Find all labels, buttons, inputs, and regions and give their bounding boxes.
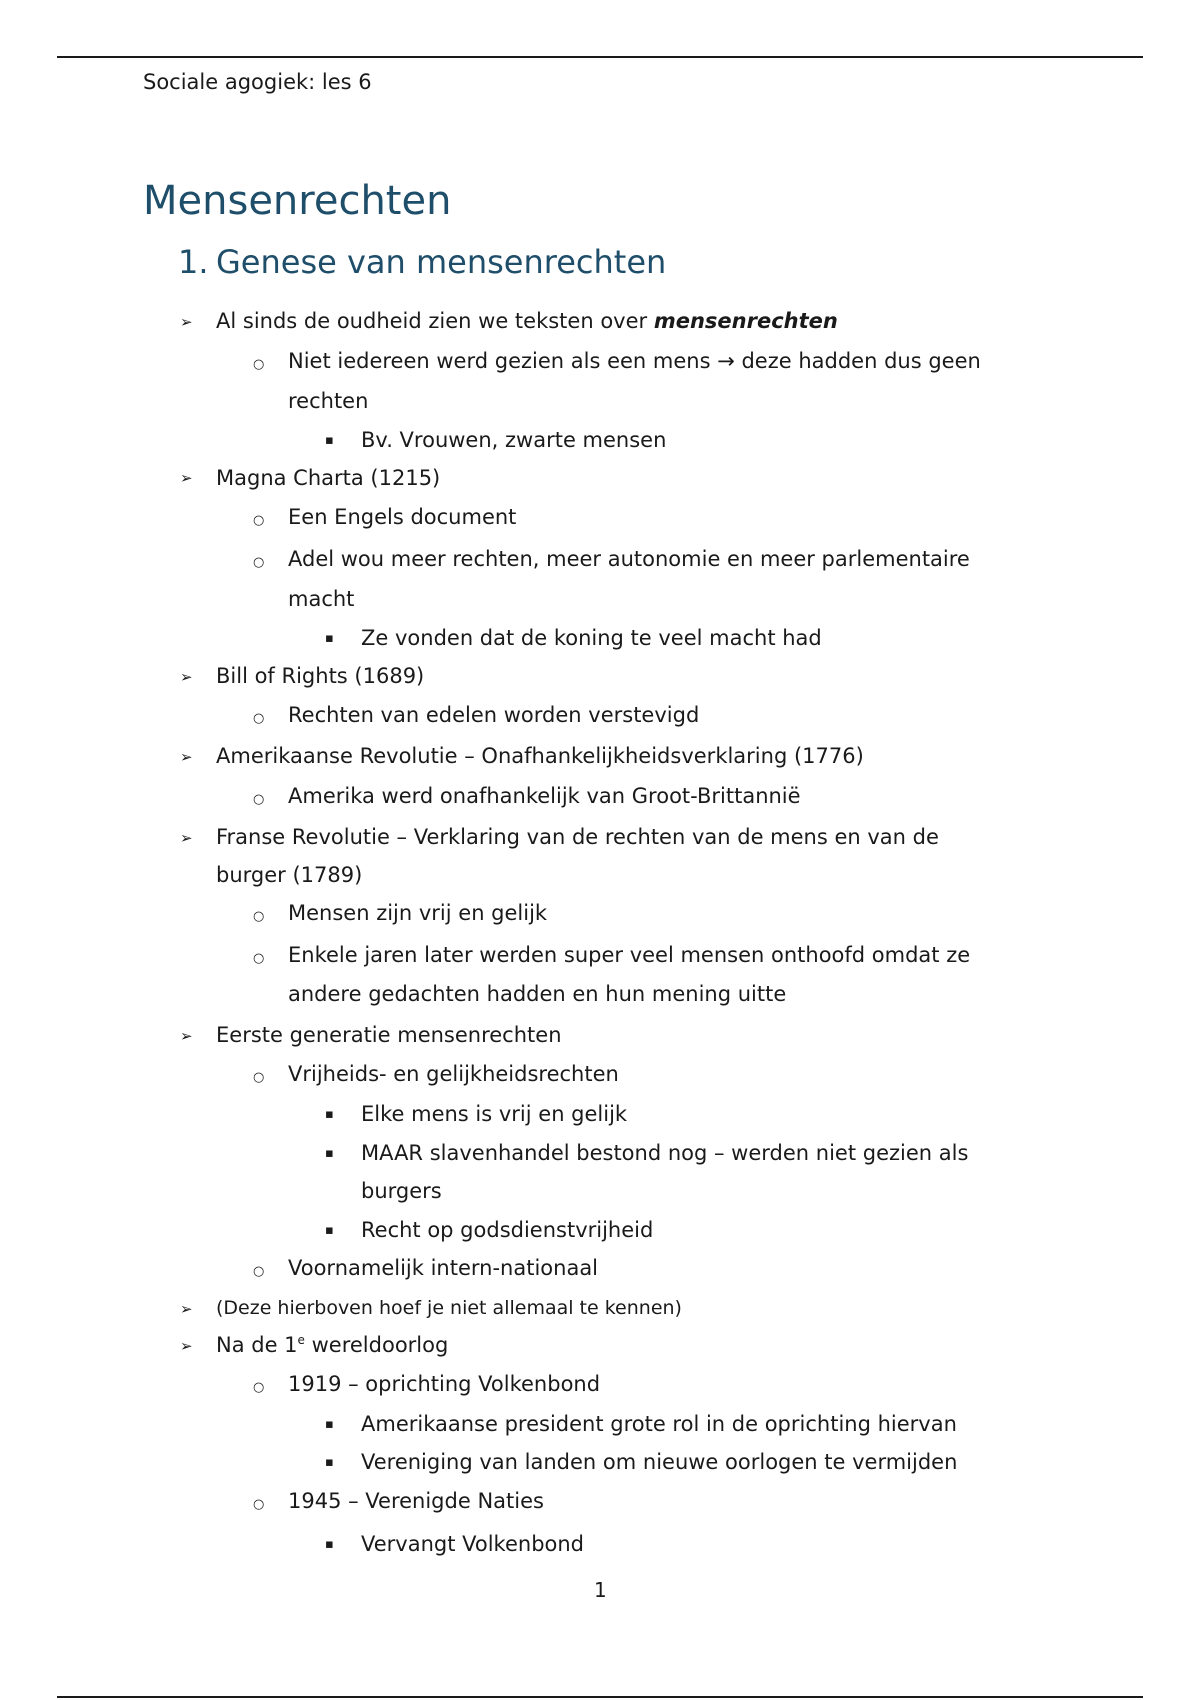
list-item: Elke mens is vrij en gelijk <box>361 1102 628 1126</box>
circle-bullet-icon: ○ <box>253 1497 265 1512</box>
page-header: Sociale agogiek: les 6 <box>143 70 372 94</box>
arrow-bullet-icon: ➢ <box>180 469 193 487</box>
list-item: Adel wou meer rechten, meer autonomie en meer parlementaire <box>288 547 970 571</box>
section-number: 1. <box>178 243 209 281</box>
list-item: MAAR slavenhandel bestond nog – werden niet gezien als <box>361 1141 969 1165</box>
list-item: Mensen zijn vrij en gelijk <box>288 901 548 925</box>
emphasis-term: mensenrechten <box>653 309 838 333</box>
list-item: Bill of Rights (1689) <box>216 664 425 688</box>
square-bullet-icon: ▪ <box>325 1455 334 1470</box>
arrow-bullet-icon: ➢ <box>180 748 193 766</box>
arrow-bullet-icon: ➢ <box>180 668 193 686</box>
circle-bullet-icon: ○ <box>253 555 265 570</box>
list-item: burgers <box>361 1179 442 1203</box>
list-item: andere gedachten hadden en hun mening uitte <box>288 982 787 1006</box>
circle-bullet-icon: ○ <box>253 711 265 726</box>
arrow-bullet-icon: ➢ <box>180 1300 193 1318</box>
list-item: Vervangt Volkenbond <box>361 1532 585 1556</box>
section-heading <box>178 243 666 281</box>
list-item: Magna Charta (1215) <box>216 466 441 490</box>
list-item: Eerste generatie mensenrechten <box>216 1023 562 1047</box>
list-item: Rechten van edelen worden verstevigd <box>288 703 700 727</box>
circle-bullet-icon: ○ <box>253 951 265 966</box>
square-bullet-icon: ▪ <box>325 631 334 646</box>
list-item: Amerikaanse Revolutie – Onafhankelijkheidsverklaring (1776) <box>216 744 864 768</box>
list-item: 1919 – oprichting Volkenbond <box>288 1372 601 1396</box>
list-item: Niet iedereen werd gezien als een mens → deze hadden dus geen <box>288 349 981 373</box>
section-title: Genese van mensenrechten <box>216 243 667 281</box>
list-item: Amerikaanse president grote rol in de oprichting hiervan <box>361 1412 957 1436</box>
list-item: Ze vonden dat de koning te veel macht had <box>361 626 822 650</box>
arrow-bullet-icon: ➢ <box>180 1337 193 1355</box>
list-item: Franse Revolutie – Verklaring van de rechten van de mens en van de <box>216 825 939 849</box>
circle-bullet-icon: ○ <box>253 792 265 807</box>
list-item: Bv. Vrouwen, zwarte mensen <box>361 428 667 452</box>
circle-bullet-icon: ○ <box>253 1380 265 1395</box>
circle-bullet-icon: ○ <box>253 357 265 372</box>
circle-bullet-icon: ○ <box>253 909 265 924</box>
list-item-text: Na de 1 <box>216 1333 298 1357</box>
list-item: rechten <box>288 389 369 413</box>
list-item: (Deze hierboven hoef je niet allemaal te kennen) <box>216 1297 682 1319</box>
list-item: Amerika werd onafhankelijk van Groot-Brittannië <box>288 784 801 808</box>
list-item: Een Engels document <box>288 505 517 529</box>
square-bullet-icon: ▪ <box>325 1146 334 1161</box>
list-item: Voornamelijk intern-nationaal <box>288 1256 599 1280</box>
page-title: Mensenrechten <box>143 178 452 224</box>
list-item <box>216 1333 448 1357</box>
arrow-bullet-icon: ➢ <box>180 313 193 331</box>
list-item: Vrijheids- en gelijkheidsrechten <box>288 1062 619 1086</box>
list-item: Recht op godsdienstvrijheid <box>361 1218 654 1242</box>
list-item: burger (1789) <box>216 863 363 887</box>
superscript: e <box>297 1333 305 1347</box>
list-item-text: wereldoorlog <box>304 1333 449 1357</box>
square-bullet-icon: ▪ <box>325 1537 334 1552</box>
arrow-bullet-icon: ➢ <box>180 829 193 847</box>
top-rule <box>57 56 1143 58</box>
arrow-bullet-icon: ➢ <box>180 1027 193 1045</box>
list-item: Vereniging van landen om nieuwe oorlogen te vermijden <box>361 1450 958 1474</box>
circle-bullet-icon: ○ <box>253 1070 265 1085</box>
list-item-text: Al sinds de oudheid zien we teksten over <box>216 309 654 333</box>
list-item: Enkele jaren later werden super veel mensen onthoofd omdat ze <box>288 943 971 967</box>
list-item <box>216 309 838 333</box>
square-bullet-icon: ▪ <box>325 1223 334 1238</box>
page-number: 1 <box>594 1578 607 1602</box>
square-bullet-icon: ▪ <box>325 1107 334 1122</box>
square-bullet-icon: ▪ <box>325 433 334 448</box>
circle-bullet-icon: ○ <box>253 513 265 528</box>
bottom-rule <box>57 1696 1143 1698</box>
square-bullet-icon: ▪ <box>325 1417 334 1432</box>
list-item: macht <box>288 587 355 611</box>
circle-bullet-icon: ○ <box>253 1264 265 1279</box>
list-item: 1945 – Verenigde Naties <box>288 1489 544 1513</box>
